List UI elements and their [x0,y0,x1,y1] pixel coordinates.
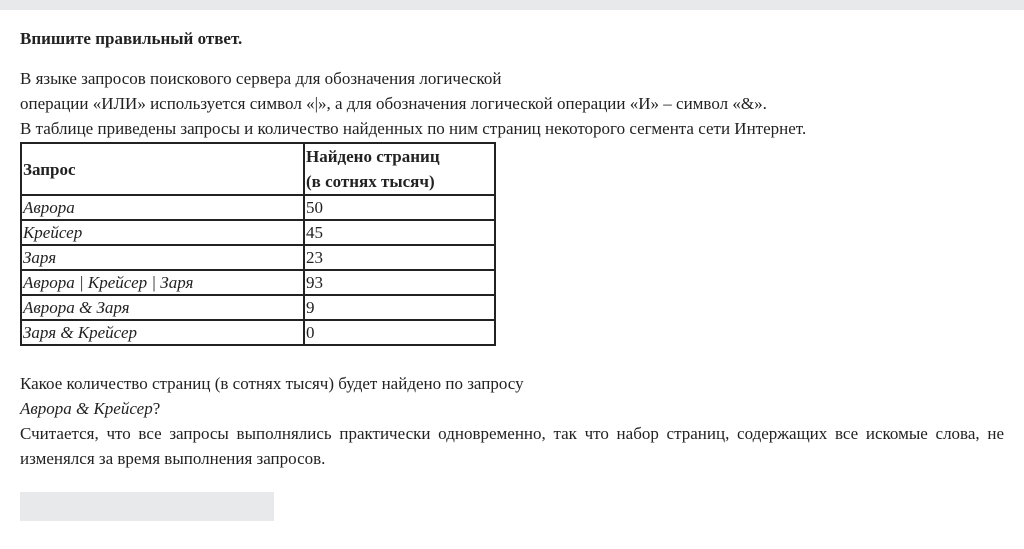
table-row [21,320,495,345]
query-cell: Заря [21,245,304,270]
query-cell: Заря & Крейсер [21,320,304,345]
question-query: Аврора & Крейсер [20,399,153,418]
top-bar [0,0,1024,10]
query-cell: Крейсер [21,220,304,245]
question [20,371,1004,471]
count-cell: 45 [304,220,495,245]
intro-line: операции «ИЛИ» используется символ «|», а для обозначения логической операции «И» – символ «&». [20,94,767,113]
table-row [21,220,495,245]
intro-line: В таблице приведены запросы и количество найденных по ним страниц некоторого сегмента сети Интернет. [20,119,807,138]
question-mark: ? [152,399,161,418]
header-count [304,143,495,195]
header-query: Запрос [21,143,304,195]
count-cell: 0 [304,320,495,345]
query-cell: Аврора & Заря [21,295,304,320]
count-cell: 9 [304,295,495,320]
question-text: Какое количество страниц (в сотнях тысяч) будет найдено по запросу [20,374,524,393]
count-cell: 50 [304,195,495,220]
count-cell: 93 [304,270,495,295]
answer-input[interactable] [20,492,274,521]
task-intro [20,66,1004,141]
header-count-line2: (в сотнях тысяч) [306,172,435,191]
table-row [21,245,495,270]
header-count-line1: Найдено страниц [306,147,440,166]
table-row [21,295,495,320]
question-query-line [20,396,1004,421]
table-row [21,270,495,295]
intro-line: В языке запросов поискового сервера для обозначения логической [20,69,502,88]
task-content [20,26,1004,471]
count-cell: 23 [304,245,495,270]
note-text: Считается, что все запросы выполнялись практически одновременно, так что набор страниц, содержащих все искомые слова, не изменялся за время выполнения запросов. [20,424,1004,468]
query-cell: Аврора | Крейсер | Заря [21,270,304,295]
task-title: Впишите правильный ответ. [20,29,243,48]
query-table [20,142,496,346]
table-header-row [21,143,495,195]
query-cell: Аврора [21,195,304,220]
table-row [21,195,495,220]
